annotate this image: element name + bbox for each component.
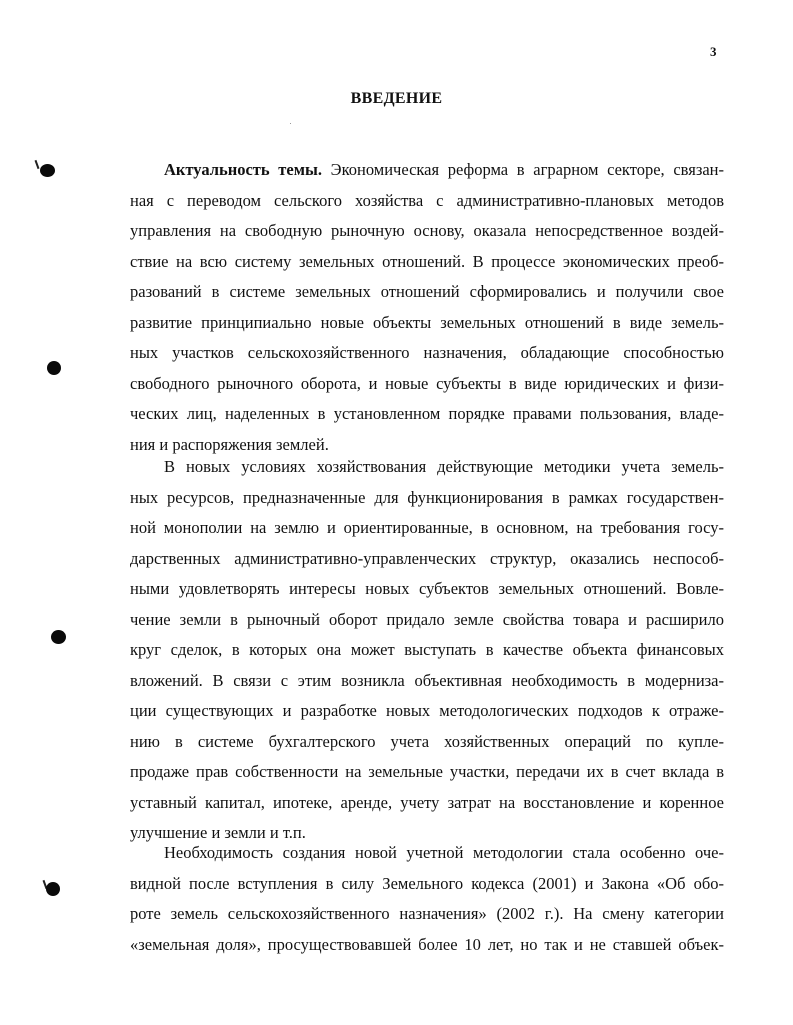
text-line: уставный капитал, ипотеке, аренде, учету затрат на восстановление и коренное [130, 792, 724, 812]
punch-hole-mark [46, 882, 60, 896]
text-line: разований в системе земельных отношений сформировались и получили свое [130, 282, 724, 301]
text-line: ции существующих и разработке новых методологических подходов к отраже- [130, 701, 724, 720]
text-line: Необходимость создания новой учетной методологии стала особенно оче- [164, 843, 724, 862]
text-line: управления на свободную рыночную основу, оказала непосредственное воздей- [130, 221, 724, 240]
text-line: В новых условиях хозяйствования действующие методики учета земель- [164, 457, 724, 476]
speck [290, 123, 291, 124]
text-line: ния и распоряжения землей. [130, 434, 329, 454]
text-line: свободного рыночного оборота, и новые субъекты в виде юридических и физи- [130, 373, 724, 393]
text-line: роте земель сельскохозяйственного назначения» (2002 г.). На смену категории [130, 904, 724, 923]
punch-hole-mark [35, 160, 40, 169]
text-line: дарственных административно-управленческих структур, оказались неспособ- [130, 548, 724, 568]
text-line: нию в системе бухгалтерского учета хозяйственных операций по купле- [130, 731, 724, 751]
text-line: видной после вступления в силу Земельного кодекса (2001) и Закона «Об обо- [130, 873, 724, 893]
text-line: улучшение и земли и т.п. [130, 823, 306, 842]
text-line: ная с переводом сельского хозяйства с административно-плановых методов [130, 190, 724, 210]
text-line: круг сделок, в которых она может выступать в качестве объекта финансовых [130, 640, 724, 659]
paragraph-1 [130, 155, 724, 460]
paragraph-3 [130, 838, 724, 960]
text-line: ствие на всю систему земельных отношений. В процессе экономических преоб- [130, 251, 724, 271]
text-line: ных участков сельскохозяйственного назначения, обладающие способностью [130, 343, 724, 362]
text-line: чение земли в рыночный оборот придало земле свойства товара и расширило [130, 609, 724, 629]
text-line: «земельная доля», просуществовавшей более 10 лет, но так и не ставшей объек- [130, 934, 724, 954]
text-line: ных ресурсов, предназначенные для функционирования в рамках государствен- [130, 487, 724, 507]
text-line: Актуальность темы. Экономическая реформа в аграрном секторе, связан- [164, 160, 725, 179]
page-title: ВВЕДЕНИЕ [350, 90, 443, 107]
punch-hole-mark [47, 361, 61, 375]
text-line: продаже прав собственности на земельные участки, передачи их в счет вклада в [130, 762, 724, 781]
page-number: 3 [710, 44, 717, 59]
text-line: развитие принципиально новые объекты земельных отношений в виде земель- [130, 312, 724, 332]
text-line: ными удовлетворять интересы новых субъектов земельных отношений. Вовле- [130, 579, 724, 598]
section-lead: Актуальность темы. [164, 160, 322, 179]
text-line: ческих лиц, наделенных в установленном порядке правами пользования, владе- [130, 404, 724, 423]
paragraph-2 [130, 452, 724, 849]
text-line: ной монополии на землю и ориентированные, в основном, на требования госу- [130, 518, 724, 537]
punch-hole-mark [51, 630, 66, 644]
punch-hole-mark [40, 164, 55, 177]
text-line: вложений. В связи с этим возникла объективная необходимость в модерниза- [130, 670, 724, 690]
